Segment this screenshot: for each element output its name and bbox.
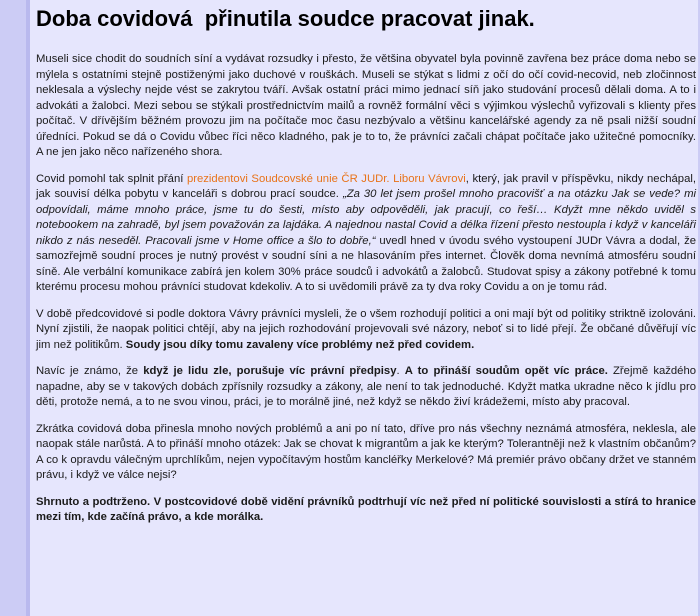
president-link[interactable]: prezidentovi Soudcovské unie ČR JUDr. Liboru Vávrovi [186, 172, 466, 185]
paragraph-6 [36, 495, 696, 526]
paragraph-6-bold: Shrnuto a podtrženo. V postcovidové době vidění právníků podtrhují víc než před ní politické souvislosti a stírá to hranice mezi tím, kde začíná právo, a kde morálka. [36, 495, 696, 523]
paragraph-4-text-c: Zřejmě každého napadne, aby se v takových dobách zpřísnily rozsudky a zákony, ale není to tak jednoduché. Kdyžt matka ukradne něco k jídlu pro děti, protože nemá, a to ne svou vinou, práci, je to morálně jiné, než když se někdo živí krádežemi, místo aby pracoval. [36, 365, 697, 408]
paragraph-3-bold: Soudy jsou díky tomu zavaleny více problémy než před covidem. [125, 338, 475, 351]
paragraph-3 [36, 307, 696, 354]
paragraph-4-text-a: Navíc je známo, že [36, 365, 144, 377]
paragraph-5: Zkrátka covidová doba přinesla mnoho nových problémů a ani po ní tato, dříve pro nás všechny neznámá atmosféra, neklesla, ale naopak stále narůstá. A to přináší mnoho otázek: Jak se chovat k migrantům a jak ke kterým? Tolerantněji než k vlastním občanům? A co k opravdu válečným uprchlíkům, nejen vypočítavým hostům kancléřky Merkelové? Má premiér právo občany držet ve stanném právu, i když ve válce nejsi? [36, 422, 696, 481]
paragraph-4 [36, 364, 696, 411]
left-border [26, 0, 30, 616]
paragraph-1: Museli sice chodit do soudních síní a vydávat rozsudky i přesto, že většina obyvatel byla povinně zavřena bez práce doma nebo se mýlela s ostatními stejně postiženými jako duchové v rouškách. Museli se stýkat s lidmi z očí do očí covid-necovid, neb zločinnost neklesala a výslechy nejde vést se zakrytou tváří. Avšak ostatní práci mimo jednací síň jako studování procesů dělali doma. A to i advokáti a žalobci. Mezi sebou se stýkali prostřednictvím mailů a rovněž formální věci s výjimkou výslechů vyřizovali s klienty přes počítač. V dřívějším běžném provozu jim na počítače moc času nezbývalo a většinu kancelářské agendy za ně psali nižší soudní úředníci. Pokud se dá o Covidu vůbec říci něco kladného, pak je to to, že právníci začali chápat počítače jako užitečné pomocníky. A ne jen jako něco nařízeného shora. [36, 53, 696, 158]
paragraph-4-bold-2: A to přináší soudům opět víc práce. [404, 365, 608, 377]
paragraph-2 [36, 172, 696, 296]
article-title: Doba covidová přinutila soudce pracovat jinak. [36, 6, 535, 31]
paragraph-2-text-b: , který, jak pravil v příspěvku, nikdy nechápal, jak souvisí délka pobytu v kanceláři s dobrou prací soudce. [36, 172, 696, 200]
paragraph-2-text-c: uvedl hned v úvodu svého vystoupení JUDr Vávra a dodal, že samozřejmě soudní proces je nutný provést v soudní síni a ne hlasováním přes internet. Člověk doma nevnímá atmosféru soudní síně. Ale verbální komunikace zabírá jen kolem 30% práce soudců i advokátů a žalobců. Studovat spisy a zákony potřebné k tomu kterému procesu mohou právníci studovat kdekoliv. A to si uvědomili právě za ty dva roky Covidu a on je tomu rád. [36, 234, 696, 293]
paragraph-3-text: V době předcovidové si podle doktora Vávry právníci mysleli, že o všem rozhodují politici a oni mají být od politiky striktně izolováni. Nyní zjistili, že naopak politici chtějí, aby na jejich rozhodování projevovali své názory, neboť si to lidé přejí. Že občané důvěřují víc jim než politikům. [36, 307, 696, 351]
paragraph-2-text-a: Covid pomohl tak splnit přání [36, 172, 187, 185]
paragraph-4-bold-1: když je lidu zle, porušuje víc právní předpisy [143, 365, 397, 377]
paragraph-2-quote: „Za 30 let jsem prošel mnoho pracovišť a na otázku Jak se vede? mi odpovídali, máme mnoho práce, jsme tu do šesti, místo aby odpověděli, jak pracují, co řeší… Kdyžt mne někdo uviděl s notebookem na zahradě, byl jsem považován za lajdáka. A najednou nastal Covid a délka řízení přesto nestoupla i když v kanceláři nikdo z nás neseděl. Pracovali jsme v Home office a šlo to dobře,“ [36, 188, 696, 247]
article-body [36, 52, 696, 537]
paragraph-4-text-b: . [396, 365, 405, 377]
article-page [26, 0, 698, 616]
